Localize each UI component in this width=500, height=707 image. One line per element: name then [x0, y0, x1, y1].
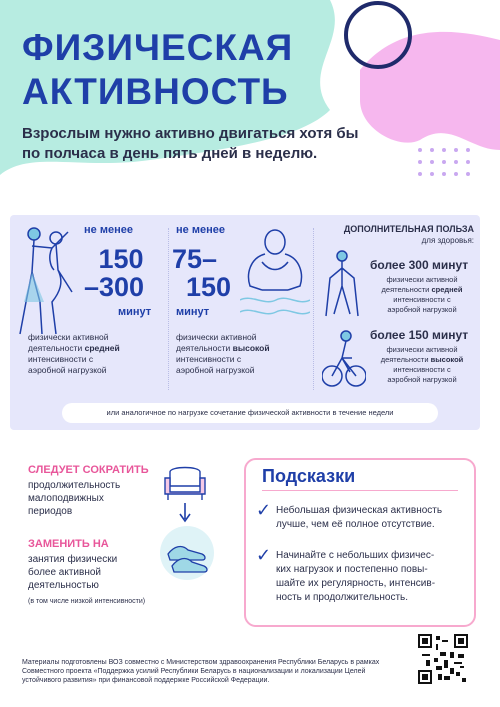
desc-line: физически активной — [176, 332, 257, 342]
reduce-line: малоподвижных — [28, 493, 104, 504]
col1-range-top: 150 — [98, 244, 144, 274]
col2-range-bottom: 150 — [186, 272, 232, 302]
col1-unit: минут — [118, 306, 152, 318]
replace-line: более активной — [28, 567, 102, 578]
bonus2-title: более 150 минут — [370, 328, 469, 342]
hint-line: лучше, чем её полное отсутствие. — [276, 519, 435, 530]
hint-line: шайте их регулярность, интенсив- — [276, 578, 436, 589]
intensity-moderate: средней — [431, 285, 463, 294]
bonus2-description — [370, 345, 474, 385]
intensity-vigorous: высокой — [232, 343, 270, 353]
desc-line — [370, 285, 474, 295]
desc-line: физически активной — [386, 345, 458, 354]
col3-heading-line2: для здоровья: — [421, 236, 474, 245]
desc-line: интенсивности с — [28, 354, 94, 364]
checkmark-icon: ✓ — [256, 500, 272, 520]
col1-label: не менее — [84, 224, 133, 236]
replace-note: (в том числе низкой интенсивности) — [28, 598, 146, 605]
desc-line — [28, 343, 162, 354]
hint-line: ность и продолжительность. — [276, 592, 409, 603]
arrow-down-icon — [179, 503, 191, 523]
footer-line: Материалы подготовлены ВОЗ совместно с Министерством здравоохранения Республики Беларусь в рамках — [22, 659, 380, 666]
sneakers-icon — [158, 524, 216, 582]
desc-line: аэробной нагрузкой — [176, 365, 255, 375]
footer-line: Совместного проекта «Поддержка усилий Республики Беларусь в национализации и локализации Целей — [22, 668, 366, 675]
qr-code[interactable] — [418, 634, 468, 684]
divider — [168, 228, 169, 390]
replace-line: деятельностью — [28, 580, 99, 591]
title-line1: ФИЗИЧЕСКАЯ — [22, 27, 294, 68]
reduce-line: продолжительность — [28, 480, 121, 491]
col2-description — [176, 332, 310, 376]
intensity-vigorous: высокой — [430, 355, 464, 364]
reduce-heading: СЛЕДУЕТ СОКРАТИТЬ — [28, 464, 149, 476]
armchair-icon — [162, 464, 208, 502]
desc-line — [370, 355, 474, 365]
reduce-text — [28, 479, 120, 518]
subtitle-line1: Взрослым нужно активно двигаться хотя бы — [22, 125, 359, 142]
col3-heading — [320, 224, 474, 246]
col1-description — [28, 332, 162, 376]
col2-range-top: 75– — [172, 244, 218, 274]
desc-text: деятельности — [176, 343, 231, 353]
desc-line: аэробной нагрузкой — [28, 365, 107, 375]
desc-text: деятельности — [381, 285, 430, 294]
desc-line: физически активной — [386, 275, 458, 284]
checkmark-icon: ✓ — [256, 545, 272, 565]
cyclist-illustration — [322, 328, 366, 390]
desc-line: интенсивности с — [393, 295, 451, 304]
desc-text: деятельности — [380, 355, 429, 364]
hints-divider — [262, 490, 458, 491]
hint-1 — [276, 504, 466, 532]
desc-text: деятельности — [28, 343, 83, 353]
desc-line: аэробной нагрузкой — [387, 305, 457, 314]
hiker-illustration — [322, 248, 362, 318]
swimmer-illustration — [240, 222, 310, 326]
combination-note: или аналогичное по нагрузке сочетание физической активности в течение недели — [62, 403, 438, 423]
col1-range-bottom: –300 — [83, 272, 145, 302]
footer-line: устойчивого развития» при финансовой поддержке Российской Федерации. — [22, 677, 270, 684]
desc-line: интенсивности с — [393, 365, 451, 374]
reduce-line: периодов — [28, 506, 73, 517]
intensity-moderate: средней — [84, 343, 120, 353]
hint-line: Начинайте с небольших физичес- — [276, 550, 435, 561]
subtitle — [22, 124, 462, 164]
hint-line: Небольшая физическая активность — [276, 505, 443, 516]
bonus1-title: более 300 минут — [370, 258, 469, 272]
desc-line: интенсивности с — [176, 354, 242, 364]
bonus1-description — [370, 275, 474, 315]
title-line2: АКТИВНОСТЬ — [22, 71, 289, 112]
hint-line: ких нагрузок и постепенно повы- — [276, 564, 428, 575]
desc-line: физически активной — [28, 332, 109, 342]
divider — [313, 228, 314, 390]
col3-heading-line1: ДОПОЛНИТЕЛЬНАЯ ПОЛЬЗА — [343, 224, 474, 234]
desc-line — [176, 343, 310, 354]
replace-heading: ЗАМЕНИТЬ НА — [28, 538, 109, 550]
col2-label: не менее — [176, 224, 225, 236]
replace-line: занятия физически — [28, 554, 118, 565]
desc-line: аэробной нагрузкой — [387, 375, 457, 384]
hints-title: Подсказки — [262, 466, 356, 486]
replace-text — [28, 553, 117, 592]
subtitle-line2: по полчаса в день пять дней в неделю. — [22, 145, 318, 162]
footer-credits — [22, 658, 392, 685]
col2-unit: минут — [176, 306, 210, 318]
hint-2 — [276, 549, 466, 605]
